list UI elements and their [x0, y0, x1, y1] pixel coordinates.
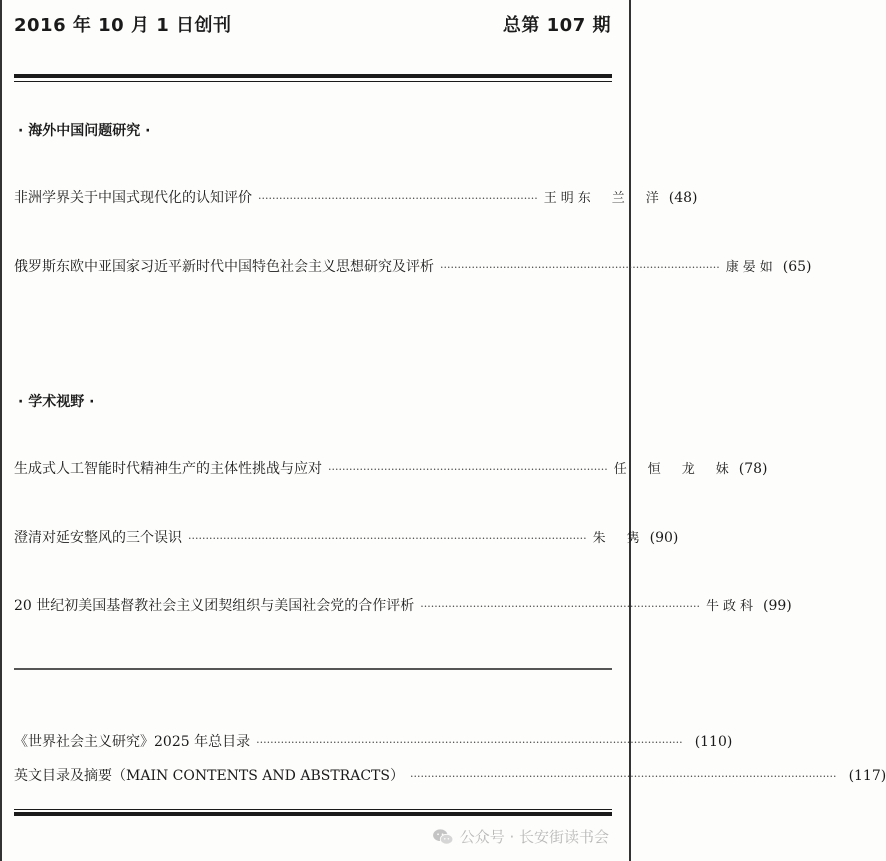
header-rule-thick [14, 74, 612, 78]
leader-dots: ················································································ [328, 463, 608, 476]
section-divider-rule [14, 668, 612, 670]
founding-date: 2016 年 10 月 1 日创刊 [14, 15, 232, 36]
page-border-left [0, 0, 2, 861]
toc-entry-author: 康晏如 [725, 260, 777, 275]
toc-entry-author: 任 恒 龙 妹 [613, 462, 733, 477]
toc-entry-english-abstracts[interactable] [14, 765, 886, 785]
toc-entry-title: 《世界社会主义研究》2025 年总目录 [14, 734, 251, 750]
toc-entry-page: (90) [649, 530, 679, 546]
toc-entry-page: (117) [848, 768, 886, 784]
leader-dots: ·················································································································· [188, 532, 587, 545]
toc-entry-page: (48) [668, 190, 698, 206]
leader-dots: ·························································································································· [409, 770, 837, 783]
toc-entry-title: 20 世纪初美国基督教社会主义团契组织与美国社会党的合作评析 [14, 598, 415, 614]
toc-entry[interactable] [14, 458, 768, 478]
leader-dots: ·························································································································· [256, 736, 683, 749]
toc-entry-title: 生成式人工智能时代精神生产的主体性挑战与应对 [14, 461, 322, 477]
toc-entry[interactable] [14, 527, 679, 547]
toc-entry[interactable] [14, 595, 792, 615]
issue-number: 总第 107 期 [502, 15, 611, 36]
watermark-text: 公众号 · 长安街读书会 [459, 828, 609, 846]
toc-entry-page: (65) [782, 259, 812, 275]
toc-entry-annual-index[interactable] [14, 731, 733, 751]
leader-dots: ················································································ [420, 600, 700, 613]
footer-rule-thick [14, 812, 612, 816]
toc-entry-page: (78) [738, 461, 768, 477]
toc-entry-page: (110) [694, 734, 733, 750]
toc-entry-title: 俄罗斯东欧中亚国家习近平新时代中国特色社会主义思想研究及评析 [14, 259, 434, 275]
toc-entry-author: 朱 隽 [592, 531, 644, 546]
toc-entry[interactable] [14, 256, 812, 276]
section-heading-overseas-china-studies: · 海外中国问题研究 · [18, 123, 151, 139]
toc-entry-author: 王明东 兰 洋 [543, 191, 663, 206]
toc-entry[interactable] [14, 187, 698, 207]
leader-dots: ················································································ [258, 192, 538, 205]
wechat-icon [432, 828, 454, 846]
toc-entry-title: 英文目录及摘要（MAIN CONTENTS AND ABSTRACTS） [14, 768, 404, 784]
watermark [432, 826, 609, 847]
section-heading-academic-horizon: · 学术视野 · [18, 394, 95, 410]
page-border-right [629, 0, 631, 861]
header-rule-thin [14, 81, 612, 82]
toc-entry-page: (99) [763, 598, 792, 614]
leader-dots: ················································································ [440, 261, 720, 274]
footer-rule-thin [14, 809, 612, 810]
toc-entry-author: 牛政科 [706, 599, 758, 614]
toc-entry-title: 非洲学界关于中国式现代化的认知评价 [14, 190, 252, 206]
toc-entry-title: 澄清对延安整风的三个误识 [14, 530, 182, 546]
